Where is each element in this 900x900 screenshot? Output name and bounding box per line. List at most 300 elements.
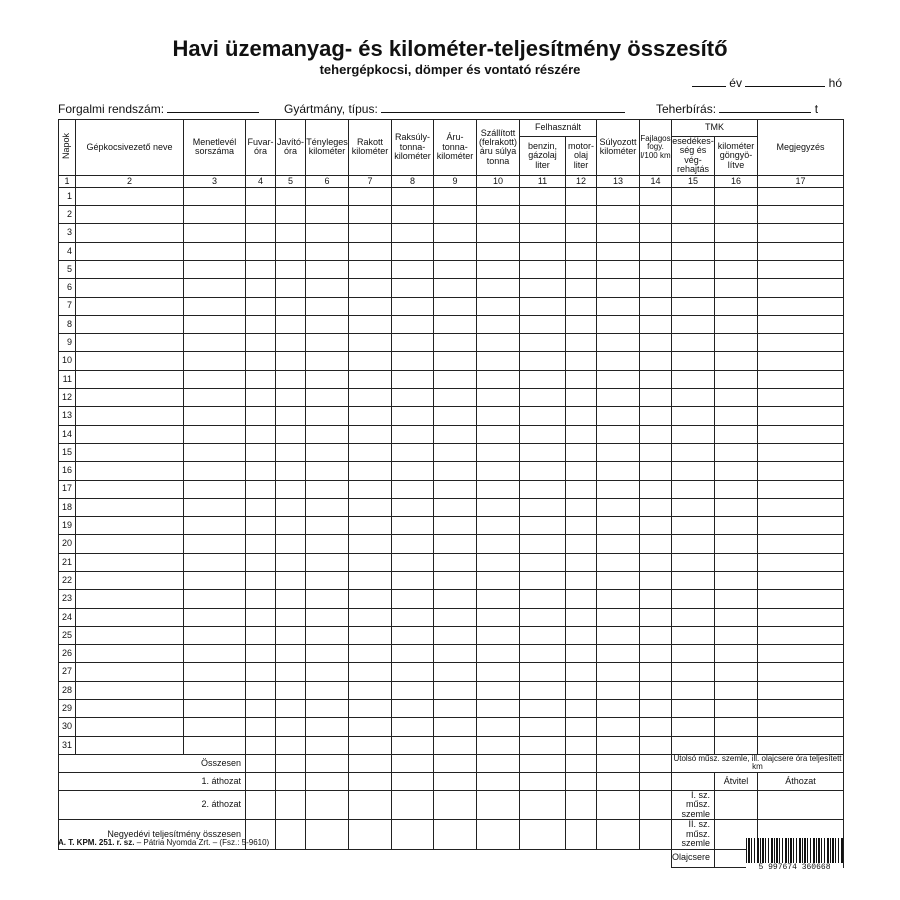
entry-cell[interactable] [520, 517, 566, 535]
entry-cell[interactable] [434, 535, 477, 553]
entry-cell[interactable] [597, 334, 640, 352]
entry-cell[interactable] [597, 718, 640, 736]
entry-cell[interactable] [672, 187, 715, 205]
entry-cell[interactable] [640, 535, 672, 553]
entry-cell[interactable] [640, 297, 672, 315]
entry-cell[interactable] [477, 242, 520, 260]
entry-cell[interactable] [76, 553, 184, 571]
entry-cell[interactable] [184, 663, 246, 681]
footer-cell[interactable] [597, 754, 640, 772]
entry-cell[interactable] [349, 681, 392, 699]
entry-cell[interactable] [477, 535, 520, 553]
entry-cell[interactable] [392, 517, 434, 535]
entry-cell[interactable] [715, 443, 758, 461]
entry-cell[interactable] [672, 645, 715, 663]
entry-cell[interactable] [349, 425, 392, 443]
entry-cell[interactable] [640, 407, 672, 425]
entry-cell[interactable] [566, 626, 597, 644]
entry-cell[interactable] [597, 260, 640, 278]
entry-cell[interactable] [640, 626, 672, 644]
entry-cell[interactable] [520, 260, 566, 278]
entry-cell[interactable] [715, 297, 758, 315]
entry-cell[interactable] [392, 443, 434, 461]
entry-cell[interactable] [276, 370, 306, 388]
entry-cell[interactable] [76, 626, 184, 644]
entry-cell[interactable] [597, 315, 640, 333]
entry-cell[interactable] [434, 736, 477, 754]
entry-cell[interactable] [392, 334, 434, 352]
entry-cell[interactable] [477, 297, 520, 315]
entry-cell[interactable] [392, 736, 434, 754]
entry-cell[interactable] [520, 462, 566, 480]
entry-cell[interactable] [477, 626, 520, 644]
entry-cell[interactable] [349, 352, 392, 370]
entry-cell[interactable] [715, 279, 758, 297]
entry-cell[interactable] [758, 626, 844, 644]
footer-cell[interactable] [306, 790, 349, 819]
entry-cell[interactable] [434, 407, 477, 425]
entry-cell[interactable] [184, 626, 246, 644]
entry-cell[interactable] [477, 407, 520, 425]
entry-cell[interactable] [715, 206, 758, 224]
entry-cell[interactable] [640, 663, 672, 681]
entry-cell[interactable] [640, 279, 672, 297]
entry-cell[interactable] [306, 224, 349, 242]
entry-cell[interactable] [349, 663, 392, 681]
footer-cell[interactable] [349, 772, 392, 790]
entry-cell[interactable] [672, 681, 715, 699]
footer-cell[interactable] [246, 754, 276, 772]
entry-cell[interactable] [349, 718, 392, 736]
footer-cell[interactable] [306, 820, 349, 849]
entry-cell[interactable] [715, 553, 758, 571]
entry-cell[interactable] [276, 443, 306, 461]
entry-cell[interactable] [246, 187, 276, 205]
entry-cell[interactable] [246, 425, 276, 443]
entry-cell[interactable] [566, 370, 597, 388]
entry-cell[interactable] [76, 224, 184, 242]
entry-cell[interactable] [672, 718, 715, 736]
entry-cell[interactable] [184, 645, 246, 663]
entry-cell[interactable] [246, 571, 276, 589]
entry-cell[interactable] [672, 663, 715, 681]
entry-cell[interactable] [276, 535, 306, 553]
entry-cell[interactable] [276, 626, 306, 644]
entry-cell[interactable] [349, 462, 392, 480]
entry-cell[interactable] [672, 315, 715, 333]
entry-cell[interactable] [520, 480, 566, 498]
entry-cell[interactable] [640, 260, 672, 278]
entry-cell[interactable] [758, 663, 844, 681]
entry-cell[interactable] [349, 535, 392, 553]
entry-cell[interactable] [349, 315, 392, 333]
entry-cell[interactable] [76, 663, 184, 681]
entry-cell[interactable] [566, 279, 597, 297]
entry-cell[interactable] [306, 206, 349, 224]
entry-cell[interactable] [672, 260, 715, 278]
entry-cell[interactable] [184, 334, 246, 352]
entry-cell[interactable] [76, 425, 184, 443]
entry-cell[interactable] [672, 608, 715, 626]
entry-cell[interactable] [477, 352, 520, 370]
entry-cell[interactable] [715, 352, 758, 370]
entry-cell[interactable] [520, 663, 566, 681]
entry-cell[interactable] [477, 681, 520, 699]
entry-cell[interactable] [640, 645, 672, 663]
entry-cell[interactable] [566, 462, 597, 480]
entry-cell[interactable] [434, 242, 477, 260]
footer-cell[interactable] [566, 820, 597, 849]
entry-cell[interactable] [306, 242, 349, 260]
entry-cell[interactable] [715, 590, 758, 608]
entry-cell[interactable] [276, 407, 306, 425]
entry-cell[interactable] [520, 553, 566, 571]
capacity-input[interactable] [719, 102, 811, 113]
entry-cell[interactable] [434, 352, 477, 370]
entry-cell[interactable] [715, 626, 758, 644]
footer-cell[interactable] [306, 754, 349, 772]
entry-cell[interactable] [715, 608, 758, 626]
entry-cell[interactable] [306, 462, 349, 480]
entry-cell[interactable] [76, 736, 184, 754]
entry-cell[interactable] [758, 480, 844, 498]
footer-cell[interactable] [520, 820, 566, 849]
entry-cell[interactable] [672, 480, 715, 498]
entry-cell[interactable] [566, 242, 597, 260]
entry-cell[interactable] [640, 352, 672, 370]
entry-cell[interactable] [246, 645, 276, 663]
entry-cell[interactable] [276, 718, 306, 736]
inspection-cell[interactable] [758, 790, 844, 819]
entry-cell[interactable] [758, 187, 844, 205]
entry-cell[interactable] [566, 407, 597, 425]
entry-cell[interactable] [477, 480, 520, 498]
entry-cell[interactable] [640, 736, 672, 754]
entry-cell[interactable] [246, 626, 276, 644]
entry-cell[interactable] [672, 224, 715, 242]
footer-cell[interactable] [276, 790, 306, 819]
entry-cell[interactable] [184, 480, 246, 498]
entry-cell[interactable] [184, 315, 246, 333]
entry-cell[interactable] [715, 700, 758, 718]
entry-cell[interactable] [349, 480, 392, 498]
entry-cell[interactable] [392, 681, 434, 699]
entry-cell[interactable] [306, 334, 349, 352]
entry-cell[interactable] [715, 681, 758, 699]
entry-cell[interactable] [520, 279, 566, 297]
entry-cell[interactable] [672, 626, 715, 644]
entry-cell[interactable] [184, 718, 246, 736]
footer-cell[interactable] [392, 820, 434, 849]
entry-cell[interactable] [640, 370, 672, 388]
entry-cell[interactable] [306, 517, 349, 535]
entry-cell[interactable] [76, 443, 184, 461]
entry-cell[interactable] [715, 535, 758, 553]
entry-cell[interactable] [477, 736, 520, 754]
entry-cell[interactable] [76, 370, 184, 388]
entry-cell[interactable] [184, 608, 246, 626]
entry-cell[interactable] [566, 187, 597, 205]
entry-cell[interactable] [276, 663, 306, 681]
entry-cell[interactable] [392, 663, 434, 681]
entry-cell[interactable] [520, 608, 566, 626]
entry-cell[interactable] [520, 334, 566, 352]
entry-cell[interactable] [276, 224, 306, 242]
entry-cell[interactable] [672, 297, 715, 315]
entry-cell[interactable] [672, 443, 715, 461]
entry-cell[interactable] [276, 260, 306, 278]
entry-cell[interactable] [758, 389, 844, 407]
make-input[interactable] [381, 102, 625, 113]
entry-cell[interactable] [597, 279, 640, 297]
entry-cell[interactable] [597, 224, 640, 242]
entry-cell[interactable] [597, 352, 640, 370]
entry-cell[interactable] [520, 443, 566, 461]
entry-cell[interactable] [184, 352, 246, 370]
entry-cell[interactable] [349, 389, 392, 407]
footer-cell[interactable] [597, 772, 640, 790]
entry-cell[interactable] [434, 389, 477, 407]
entry-cell[interactable] [434, 718, 477, 736]
entry-cell[interactable] [477, 425, 520, 443]
entry-cell[interactable] [306, 663, 349, 681]
entry-cell[interactable] [597, 187, 640, 205]
entry-cell[interactable] [434, 645, 477, 663]
entry-cell[interactable] [76, 334, 184, 352]
entry-cell[interactable] [306, 187, 349, 205]
entry-cell[interactable] [477, 663, 520, 681]
entry-cell[interactable] [566, 736, 597, 754]
entry-cell[interactable] [349, 626, 392, 644]
entry-cell[interactable] [434, 462, 477, 480]
entry-cell[interactable] [392, 187, 434, 205]
entry-cell[interactable] [715, 571, 758, 589]
entry-cell[interactable] [520, 571, 566, 589]
entry-cell[interactable] [306, 608, 349, 626]
entry-cell[interactable] [715, 242, 758, 260]
entry-cell[interactable] [434, 279, 477, 297]
entry-cell[interactable] [640, 224, 672, 242]
entry-cell[interactable] [434, 334, 477, 352]
entry-cell[interactable] [758, 425, 844, 443]
entry-cell[interactable] [306, 718, 349, 736]
entry-cell[interactable] [349, 334, 392, 352]
plate-input[interactable] [167, 102, 259, 113]
entry-cell[interactable] [597, 608, 640, 626]
entry-cell[interactable] [520, 681, 566, 699]
entry-cell[interactable] [715, 517, 758, 535]
footer-cell[interactable] [597, 820, 640, 849]
entry-cell[interactable] [640, 718, 672, 736]
entry-cell[interactable] [672, 462, 715, 480]
entry-cell[interactable] [349, 297, 392, 315]
entry-cell[interactable] [477, 389, 520, 407]
entry-cell[interactable] [306, 590, 349, 608]
entry-cell[interactable] [715, 498, 758, 516]
entry-cell[interactable] [76, 206, 184, 224]
entry-cell[interactable] [246, 590, 276, 608]
entry-cell[interactable] [640, 590, 672, 608]
entry-cell[interactable] [246, 242, 276, 260]
entry-cell[interactable] [76, 187, 184, 205]
entry-cell[interactable] [276, 590, 306, 608]
entry-cell[interactable] [477, 315, 520, 333]
entry-cell[interactable] [520, 626, 566, 644]
entry-cell[interactable] [76, 700, 184, 718]
entry-cell[interactable] [566, 718, 597, 736]
entry-cell[interactable] [566, 352, 597, 370]
entry-cell[interactable] [520, 645, 566, 663]
footer-cell[interactable] [597, 790, 640, 819]
entry-cell[interactable] [246, 517, 276, 535]
entry-cell[interactable] [246, 370, 276, 388]
entry-cell[interactable] [434, 187, 477, 205]
entry-cell[interactable] [758, 553, 844, 571]
entry-cell[interactable] [715, 315, 758, 333]
entry-cell[interactable] [640, 608, 672, 626]
entry-cell[interactable] [306, 425, 349, 443]
entry-cell[interactable] [566, 608, 597, 626]
entry-cell[interactable] [640, 553, 672, 571]
entry-cell[interactable] [715, 334, 758, 352]
entry-cell[interactable] [76, 498, 184, 516]
entry-cell[interactable] [76, 462, 184, 480]
entry-cell[interactable] [276, 608, 306, 626]
entry-cell[interactable] [349, 224, 392, 242]
entry-cell[interactable] [672, 517, 715, 535]
entry-cell[interactable] [758, 700, 844, 718]
entry-cell[interactable] [392, 242, 434, 260]
entry-cell[interactable] [306, 370, 349, 388]
entry-cell[interactable] [349, 700, 392, 718]
entry-cell[interactable] [672, 206, 715, 224]
entry-cell[interactable] [520, 187, 566, 205]
footer-cell[interactable] [349, 754, 392, 772]
entry-cell[interactable] [184, 389, 246, 407]
entry-cell[interactable] [640, 700, 672, 718]
entry-cell[interactable] [758, 297, 844, 315]
entry-cell[interactable] [640, 462, 672, 480]
entry-cell[interactable] [715, 370, 758, 388]
entry-cell[interactable] [597, 626, 640, 644]
entry-cell[interactable] [276, 498, 306, 516]
entry-cell[interactable] [477, 370, 520, 388]
entry-cell[interactable] [434, 517, 477, 535]
entry-cell[interactable] [434, 608, 477, 626]
entry-cell[interactable] [758, 370, 844, 388]
entry-cell[interactable] [520, 206, 566, 224]
entry-cell[interactable] [246, 352, 276, 370]
entry-cell[interactable] [640, 242, 672, 260]
entry-cell[interactable] [597, 700, 640, 718]
entry-cell[interactable] [392, 700, 434, 718]
entry-cell[interactable] [520, 700, 566, 718]
entry-cell[interactable] [246, 334, 276, 352]
entry-cell[interactable] [640, 681, 672, 699]
entry-cell[interactable] [184, 535, 246, 553]
footer-cell[interactable] [392, 790, 434, 819]
entry-cell[interactable] [76, 681, 184, 699]
entry-cell[interactable] [434, 425, 477, 443]
entry-cell[interactable] [597, 443, 640, 461]
entry-cell[interactable] [715, 425, 758, 443]
entry-cell[interactable] [758, 736, 844, 754]
footer-cell[interactable] [477, 820, 520, 849]
entry-cell[interactable] [434, 498, 477, 516]
entry-cell[interactable] [758, 260, 844, 278]
entry-cell[interactable] [246, 700, 276, 718]
entry-cell[interactable] [434, 590, 477, 608]
entry-cell[interactable] [76, 645, 184, 663]
entry-cell[interactable] [246, 224, 276, 242]
entry-cell[interactable] [520, 718, 566, 736]
entry-cell[interactable] [597, 242, 640, 260]
entry-cell[interactable] [392, 297, 434, 315]
entry-cell[interactable] [184, 736, 246, 754]
entry-cell[interactable] [640, 571, 672, 589]
entry-cell[interactable] [246, 608, 276, 626]
entry-cell[interactable] [758, 352, 844, 370]
entry-cell[interactable] [477, 462, 520, 480]
entry-cell[interactable] [640, 498, 672, 516]
entry-cell[interactable] [566, 425, 597, 443]
entry-cell[interactable] [597, 663, 640, 681]
entry-cell[interactable] [597, 645, 640, 663]
footer-cell[interactable] [520, 772, 566, 790]
entry-cell[interactable] [477, 517, 520, 535]
entry-cell[interactable] [76, 260, 184, 278]
entry-cell[interactable] [434, 370, 477, 388]
entry-cell[interactable] [184, 517, 246, 535]
entry-cell[interactable] [434, 480, 477, 498]
entry-cell[interactable] [306, 352, 349, 370]
footer-cell[interactable] [640, 820, 672, 849]
entry-cell[interactable] [306, 571, 349, 589]
footer-cell[interactable] [246, 772, 276, 790]
entry-cell[interactable] [276, 480, 306, 498]
entry-cell[interactable] [276, 389, 306, 407]
entry-cell[interactable] [434, 206, 477, 224]
entry-cell[interactable] [276, 315, 306, 333]
entry-cell[interactable] [672, 407, 715, 425]
footer-cell[interactable] [566, 790, 597, 819]
entry-cell[interactable] [184, 498, 246, 516]
footer-cell[interactable] [640, 772, 672, 790]
entry-cell[interactable] [306, 480, 349, 498]
entry-cell[interactable] [392, 206, 434, 224]
entry-cell[interactable] [306, 260, 349, 278]
entry-cell[interactable] [349, 443, 392, 461]
entry-cell[interactable] [520, 242, 566, 260]
entry-cell[interactable] [392, 645, 434, 663]
entry-cell[interactable] [597, 517, 640, 535]
footer-cell[interactable] [477, 754, 520, 772]
entry-cell[interactable] [306, 681, 349, 699]
entry-cell[interactable] [246, 315, 276, 333]
footer-cell[interactable] [276, 772, 306, 790]
entry-cell[interactable] [246, 389, 276, 407]
entry-cell[interactable] [566, 645, 597, 663]
entry-cell[interactable] [758, 535, 844, 553]
entry-cell[interactable] [597, 407, 640, 425]
entry-cell[interactable] [434, 260, 477, 278]
entry-cell[interactable] [434, 297, 477, 315]
entry-cell[interactable] [349, 553, 392, 571]
entry-cell[interactable] [758, 571, 844, 589]
entry-cell[interactable] [246, 260, 276, 278]
entry-cell[interactable] [276, 187, 306, 205]
entry-cell[interactable] [349, 370, 392, 388]
